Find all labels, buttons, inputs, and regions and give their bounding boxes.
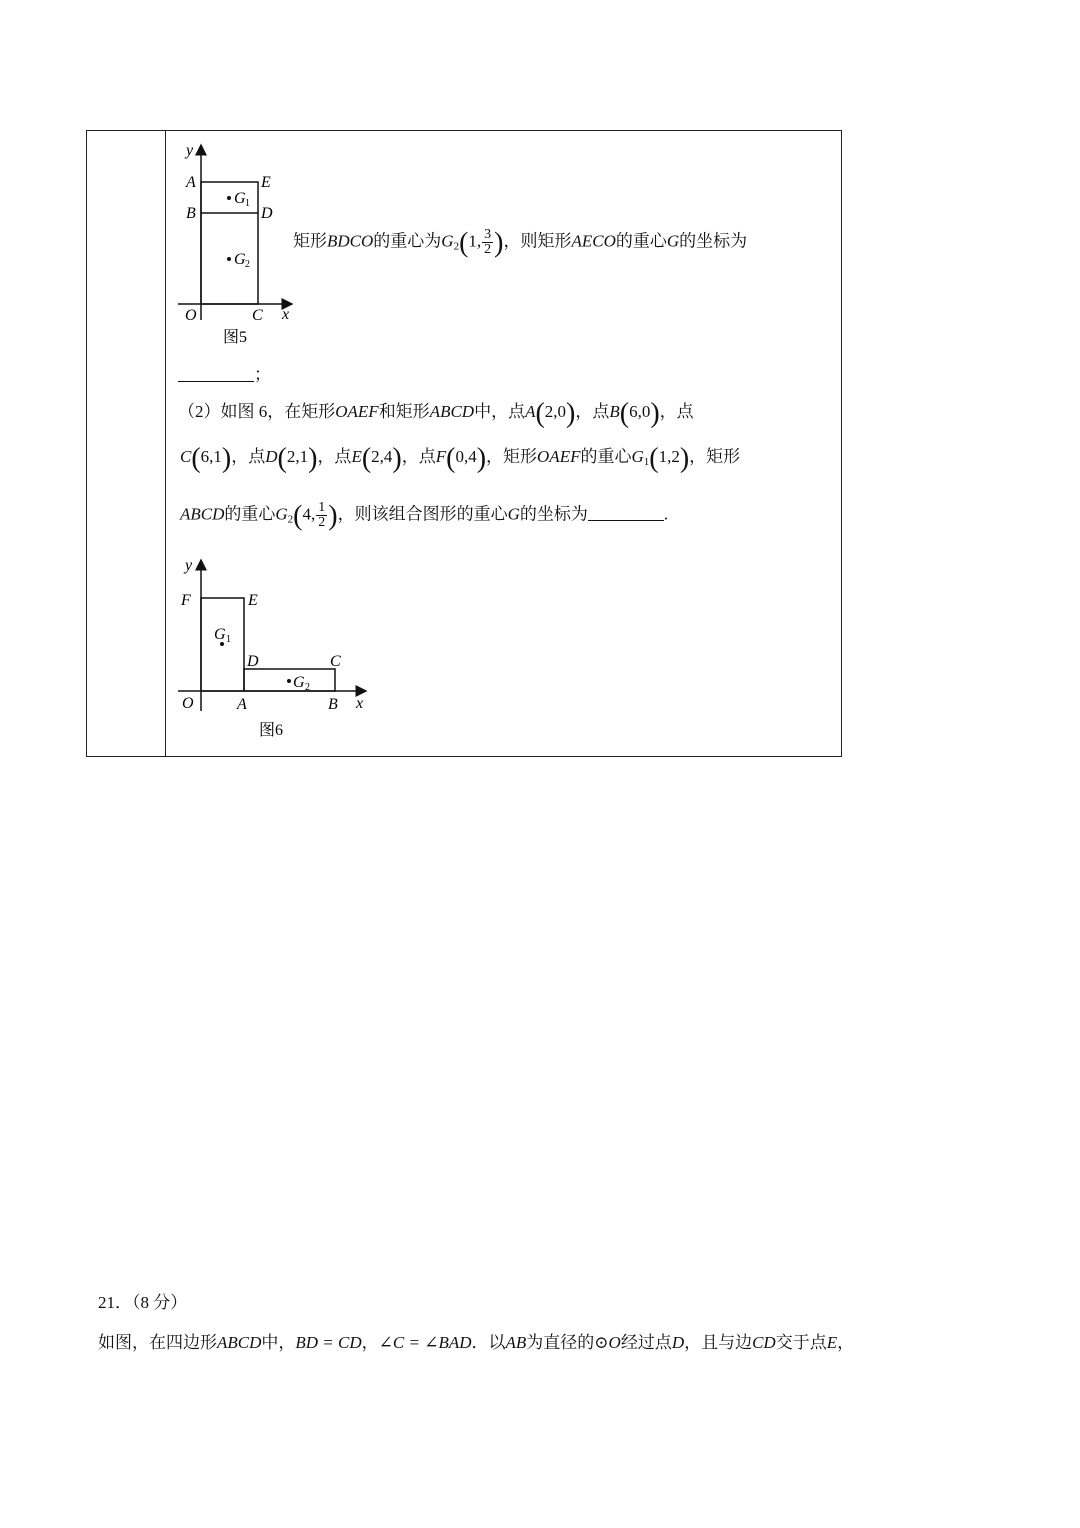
part2-line-1: （2）如图 6，在矩形OAEF和矩形ABCD中，点A(2,0)，点B(6,0)，点: [178, 398, 694, 429]
part2-line-3: ABCD的重心$G_2(4$, $\frac{1}{2}$ )，则该组合图形的重心G的坐标为 .: [180, 500, 669, 532]
p2-E-coord: 2,4: [371, 447, 393, 466]
p2-abcd: ABCD: [429, 402, 475, 421]
fig5-label-g2-sub: 2: [245, 259, 250, 270]
figure-5: [170, 138, 310, 353]
q21-d: D: [671, 1333, 685, 1352]
p2-G1-sub: 1: [643, 456, 650, 468]
q21-ab: AB: [505, 1333, 527, 1352]
p2-l1c: 中，点: [474, 402, 526, 421]
q21-circle: ⊙O: [594, 1333, 621, 1352]
answer-blank-2[interactable]: [588, 504, 664, 521]
figure-6: [170, 553, 375, 743]
q21-abcd: ABCD: [217, 1333, 262, 1352]
fig5-label-g2: G: [234, 251, 246, 268]
fig5-label-e: E: [261, 174, 271, 191]
p2-l2c: ，点: [401, 447, 436, 466]
p2-G: G: [507, 504, 520, 524]
p2-C: C: [180, 447, 192, 466]
p2-B: B: [609, 402, 620, 421]
p2-l2a: ，点: [231, 447, 266, 466]
part1-answer-line: [178, 363, 271, 387]
fig5-label-y: y: [186, 142, 194, 159]
p1-rect2: AECO: [571, 231, 616, 251]
p2-D: D: [265, 447, 278, 466]
p2-l1d: ，点: [575, 402, 610, 421]
q21-t8: 交于点: [775, 1333, 827, 1352]
fig6-label-y: y: [185, 557, 193, 574]
p2-oaef2: OAEF: [537, 447, 581, 466]
fig5-label-g1: G: [234, 190, 246, 207]
fig5-label-x: x: [282, 306, 290, 323]
answer-blank-1[interactable]: [178, 365, 254, 382]
fig5-point-g1: [227, 196, 231, 200]
p1-t3: ，则矩形: [503, 231, 572, 251]
p1-frac-den: 2: [484, 242, 492, 257]
fig6-label-o: O: [182, 695, 194, 712]
p1-g-sub: 2: [453, 240, 460, 253]
q21-e: E: [826, 1333, 838, 1352]
p2-l2d: ，矩形: [486, 447, 538, 466]
q21-eq2: ∠C = ∠BAD: [378, 1333, 472, 1352]
fig5-caption: 图5: [223, 329, 248, 346]
p2-A-coord: 2,0: [544, 402, 567, 421]
q21-t3: ，: [361, 1333, 379, 1352]
p1-t5: 的坐标为: [679, 231, 748, 251]
p2-l3c: 的坐标为: [519, 504, 588, 524]
p2-period: .: [663, 504, 669, 524]
fig6-label-g2: G: [293, 674, 305, 691]
p2-l2f: ，矩形: [689, 447, 741, 466]
part1-line: 矩形BDCO的重心为$G_2(1$, $\frac{3}{2}$ )，则矩形AECO的重心G的坐标为: [293, 227, 748, 259]
fig6-label-x: x: [356, 695, 364, 712]
p2-l1e: ，点: [659, 402, 694, 421]
q21-t6: 经过点: [620, 1333, 672, 1352]
q21-body: [98, 1331, 854, 1355]
p1-semicolon: ；: [254, 365, 271, 384]
q21-t5: 为直径的: [526, 1333, 595, 1352]
q21-eq1: BD = CD: [295, 1333, 362, 1352]
part2-line-2: C(6,1)，点D(2,1)，点E(2,4)，点F(0,4)，矩形OAEF的重心$G_1(1,2)$，矩形: [180, 443, 741, 474]
p2-G2: G: [275, 504, 288, 524]
fig6-label-e: E: [248, 592, 258, 609]
fig5-point-g2: [227, 257, 231, 261]
p2-frac-num: 1: [318, 500, 326, 515]
q21-t1: 如图，在四边形: [98, 1333, 217, 1352]
q21-t2: 中，: [261, 1333, 296, 1352]
p2-l2e: 的重心: [580, 447, 632, 466]
q21-header-text: 21．（8 分）: [98, 1293, 188, 1312]
q21-t9: ，: [837, 1333, 855, 1352]
p2-frac-den: 2: [318, 515, 326, 530]
p2-l1b: 和矩形: [378, 402, 430, 421]
fig6-label-b: B: [328, 696, 338, 713]
p1-t4: 的重心: [615, 231, 667, 251]
p1-frac-num: 3: [484, 227, 492, 242]
fig6-label-d: D: [247, 653, 259, 670]
fig6-label-f: F: [181, 592, 191, 609]
p2-G1-coord: 1,2: [658, 447, 680, 466]
p2-oaef: OAEF: [335, 402, 379, 421]
p2-l3b: ，则该组合图形的重心: [337, 504, 508, 524]
q21-cd: CD: [752, 1333, 776, 1352]
p2-E: E: [351, 447, 362, 466]
fig6-point-g2: [287, 679, 291, 683]
q21-t4: ．以: [471, 1333, 506, 1352]
p2-G2-coord: 4,: [302, 504, 316, 524]
p1-g: G: [441, 231, 454, 251]
fig6-label-g1-sub: 1: [226, 634, 231, 645]
q21-header: [98, 1291, 187, 1315]
p1-t1: 矩形: [293, 231, 327, 251]
fig5-label-c: C: [252, 307, 263, 324]
fig6-label-g2-sub: 2: [305, 682, 310, 693]
p2-G2-sub: 2: [287, 513, 294, 526]
fig6-label-c: C: [330, 653, 341, 670]
p2-F: F: [435, 447, 447, 466]
fig6-caption: 图6: [259, 722, 284, 739]
p1-coord: 1,: [468, 231, 482, 251]
p1-t2: 的重心为: [373, 231, 442, 251]
q21-t7: ，且与边: [684, 1333, 753, 1352]
table-column-divider: [165, 130, 166, 757]
p2-l1a: （2）如图 6，在矩形: [178, 402, 336, 421]
fig5-label-o: O: [185, 307, 197, 324]
fig5-label-b: B: [186, 205, 196, 222]
p2-F-coord: 0,4: [455, 447, 477, 466]
p2-l3a: 的重心: [224, 504, 276, 524]
p2-A: A: [525, 402, 536, 421]
fig5-label-a: A: [186, 174, 196, 191]
p2-abcd2: ABCD: [180, 504, 225, 524]
p1-rect1: BDCO: [327, 231, 374, 251]
fig5-label-g1-sub: 1: [245, 198, 250, 209]
p1-g2: G: [666, 231, 680, 251]
p2-G1: G: [631, 447, 644, 466]
p2-l2b: ，点: [317, 447, 352, 466]
fig5-label-d: D: [261, 205, 273, 222]
p2-D-coord: 2,1: [286, 447, 309, 466]
p2-B-coord: 6,0: [629, 402, 651, 421]
fig6-label-g1: G: [214, 626, 226, 643]
p2-C-coord: 6,1: [200, 447, 222, 466]
fig6-label-a: A: [237, 696, 247, 713]
